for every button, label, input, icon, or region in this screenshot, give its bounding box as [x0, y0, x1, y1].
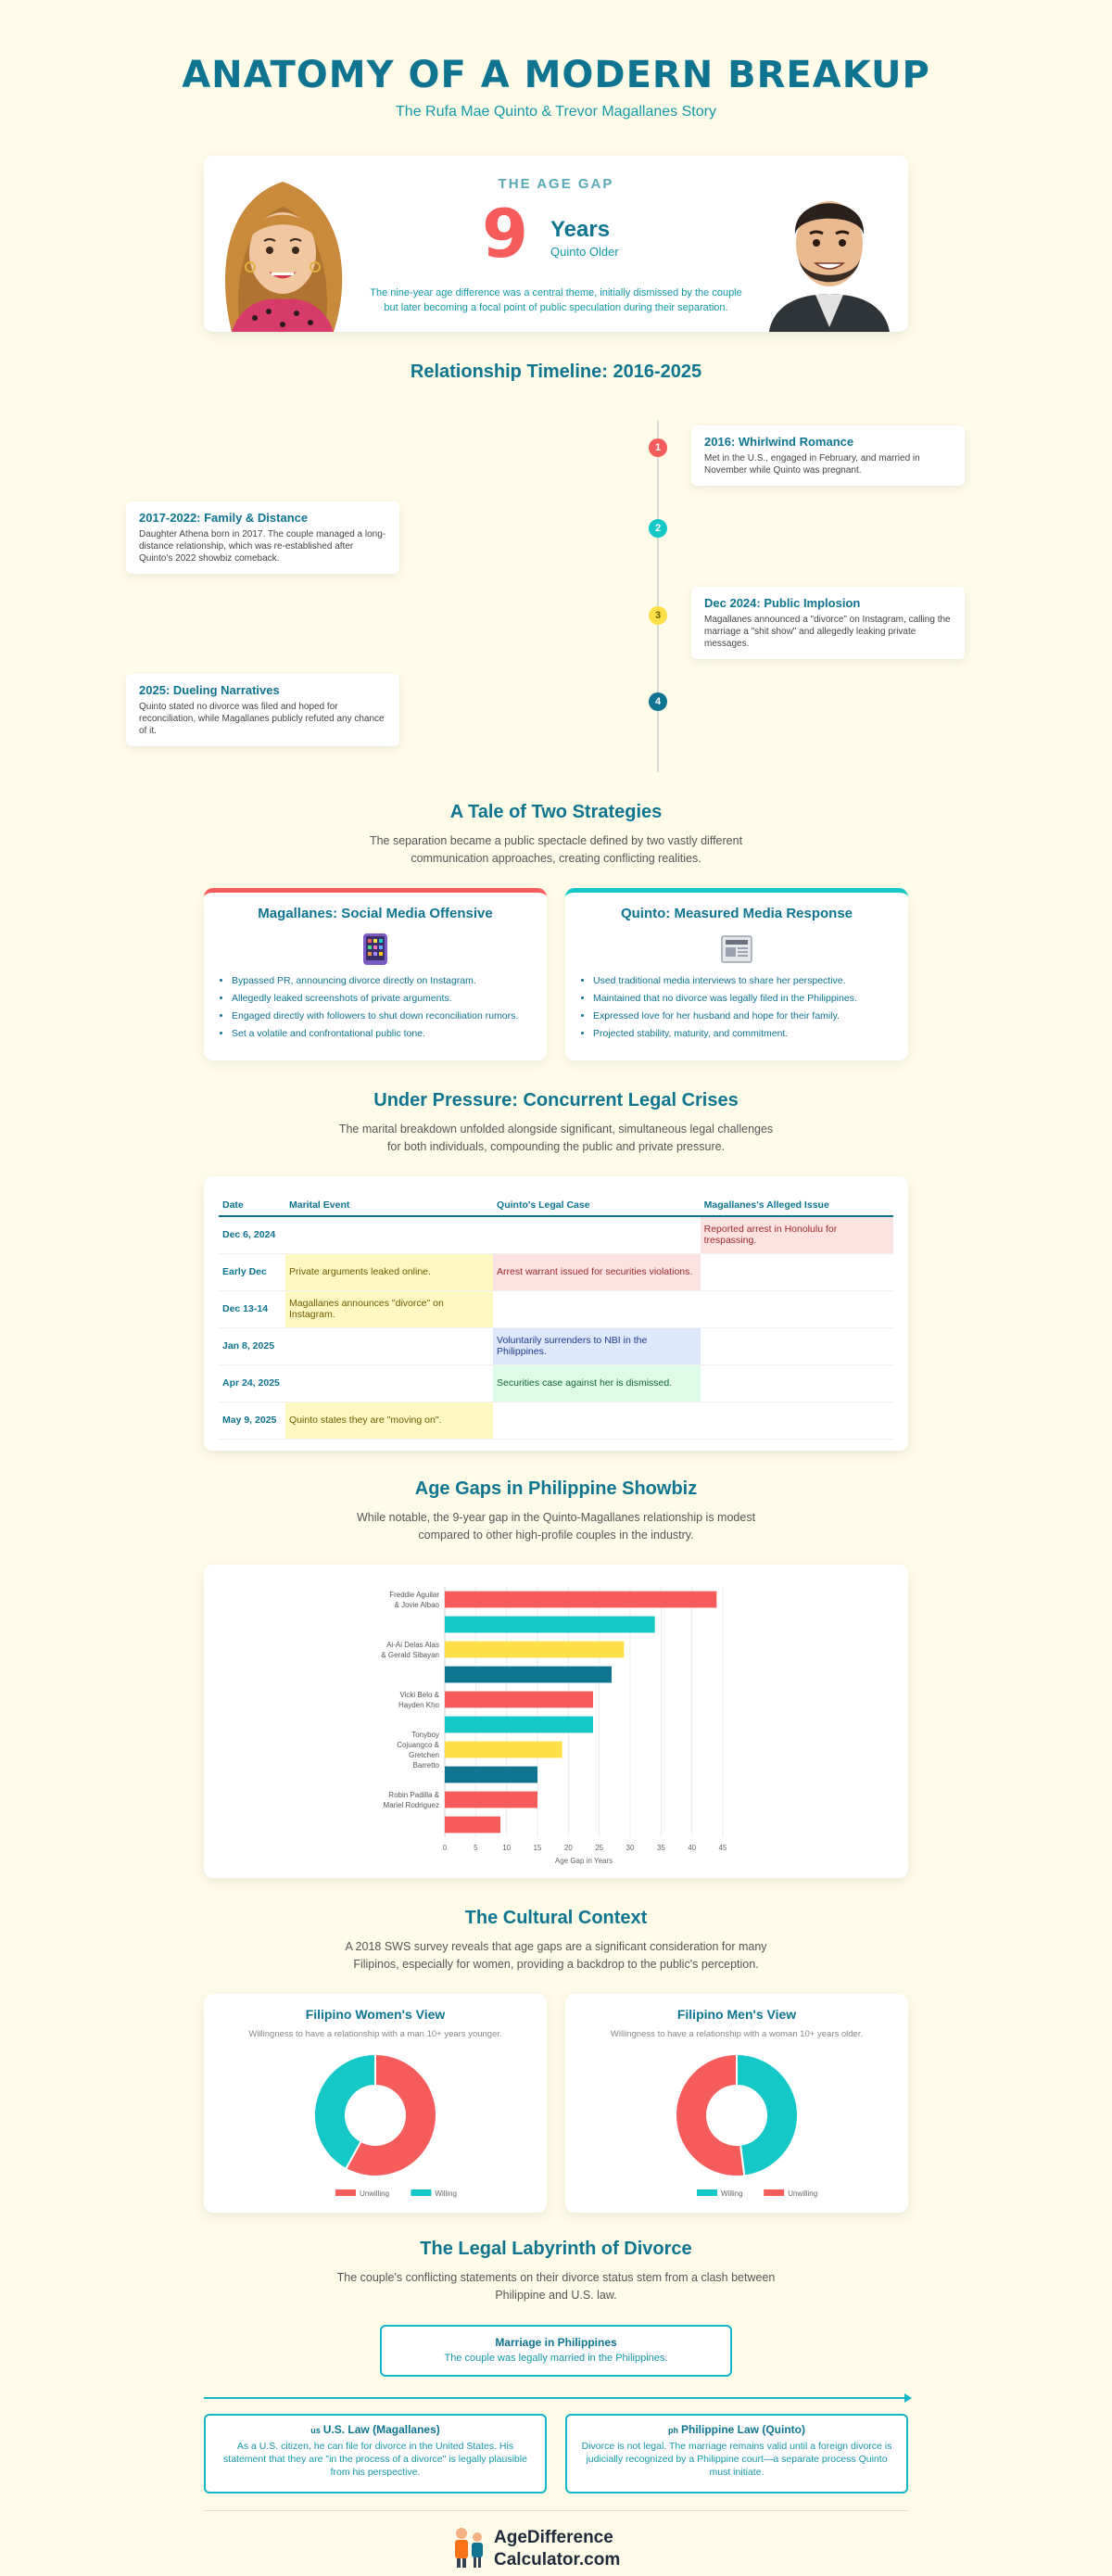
us-law-title: [217, 2423, 534, 2436]
timeline-card-4: [126, 674, 399, 746]
magallanes-strategy-item: • Bypassed PR, announcing divorce directly on Instagram.: [232, 975, 534, 986]
magallanes-strategy-card: [204, 888, 547, 1060]
smartphone-icon: [362, 933, 388, 966]
timeline-card-text: Daughter Athena born in 2017. The couple managed a long-distance relationship, which was re-established after Quinto's 2022 showbiz comeback.: [139, 529, 386, 564]
timeline-card-3: [691, 587, 965, 659]
magallanes-strategy-item: • Set a volatile and confrontational public tone.: [232, 1028, 534, 1039]
legal-description: The marital breakdown unfolded alongside significant, simultaneous legal challenges for both individuals, compounding the public and private pressure.: [338, 1123, 774, 1153]
x-tick-label: 35: [656, 1843, 665, 1852]
timeline-card-text: Quinto stated no divorce was filed and hoped for reconciliation, while Magallanes publicly refuted any chance of it.: [139, 702, 385, 736]
page-subtitle: The Rufa Mae Quinto & Trevor Magallanes Story: [396, 104, 716, 120]
legend-label: Unwilling: [360, 2189, 390, 2198]
y-category-label: Tonyboy Cojuangco & Gretchen Barretto: [397, 1730, 439, 1770]
table-cell-magallanes: [701, 1327, 893, 1364]
table-cell-quinto: Arrest warrant issued for securities violations.: [493, 1253, 701, 1290]
women-view-donut-chart: [217, 2039, 534, 2206]
timeline-dot-2: 2: [649, 519, 667, 538]
timeline-card-title: Dec 2024: Public Implosion: [704, 596, 861, 610]
strategies-description: The separation became a public spectacle defined by two vastly different communication approaches, creating conflicting realities.: [369, 834, 743, 865]
timeline-card-title: 2025: Dueling Narratives: [139, 683, 280, 697]
timeline-card-2: [126, 501, 399, 574]
x-tick-label: 30: [626, 1843, 635, 1852]
legend-swatch: [411, 2189, 431, 2196]
men-view-donut-chart: [578, 2039, 895, 2206]
brand-line-2: Calculator.com: [494, 2549, 621, 2570]
couple-logo-icon: [449, 2524, 488, 2569]
x-tick-label: 5: [474, 1843, 478, 1852]
marriage-box-text: The couple was legally married in the Philippines.: [444, 2352, 668, 2364]
table-header: Quinto's Legal Case: [493, 1195, 701, 1216]
cultural-description: A 2018 SWS survey reveals that age gaps are a significant consideration for many Filipinos, especially for women, providing a backdrop to the public's perception.: [345, 1939, 767, 1971]
marriage-box-title: Marriage in Philippines: [495, 2335, 617, 2349]
timeline-card-text: Met in the U.S., engaged in February, and married in November while Quinto was pregnant.: [704, 453, 920, 476]
labyrinth-title: The Legal Labyrinth of Divorce: [420, 2238, 692, 2259]
x-tick-label: 45: [718, 1843, 727, 1852]
ph-flag-icon: ph: [668, 2425, 678, 2435]
legend-label: Unwilling: [788, 2189, 818, 2198]
table-cell-magallanes: [701, 1364, 893, 1402]
age-gap-unit: Years: [550, 217, 611, 242]
table-cell-quinto: [493, 1290, 701, 1327]
magallanes-strategy-item: • Allegedly leaked screenshots of private arguments.: [232, 993, 534, 1004]
donut-slice: [737, 2054, 798, 2176]
strategies-panels: [204, 888, 908, 1064]
table-row: [219, 1216, 893, 1253]
table-cell-marital: Quinto states they are "moving on".: [285, 1402, 493, 1439]
timeline-card-1: [691, 425, 965, 486]
women-view-subtitle: Willingness to have a relationship with a man 10+ years younger.: [248, 2028, 502, 2039]
us-law-title-text: U.S. Law (Magallanes): [322, 2422, 440, 2436]
page-title: ANATOMY OF A MODERN BREAKUP: [182, 54, 930, 96]
ph-law-text: Divorce is not legal. The marriage remains valid until a foreign divorce is judicially recognized by a Philippine court—a separate process Quinto must initiate.: [581, 2440, 892, 2478]
chart-bar: [445, 1741, 562, 1758]
y-category-label: Freddie Aguilar & Jovie Albao: [389, 1590, 439, 1609]
brand-line-1: AgeDifference: [494, 2527, 613, 2547]
table-row: [219, 1327, 893, 1364]
cultural-title: The Cultural Context: [464, 1907, 648, 1928]
y-category-label: Robin Padilla & Mariel Rodriguez: [383, 1790, 439, 1809]
arrow-right-icon: [904, 2393, 912, 2403]
men-view-card: [565, 1994, 908, 2213]
timeline-dot-4: 4: [649, 692, 667, 711]
age-gap-card: [204, 156, 908, 332]
chart-bar: [445, 1591, 716, 1607]
chart-bar: [445, 1816, 500, 1833]
legend-swatch: [697, 2189, 717, 2196]
labyrinth-description: The couple's conflicting statements on their divorce status stem from a clash between Philippine and U.S. law.: [336, 2270, 776, 2302]
age-gap-number: 9: [482, 195, 529, 273]
age-gap-bar-chart: [204, 1565, 908, 1878]
table-cell-quinto: Voluntarily surrenders to NBI in the Philippines.: [493, 1327, 701, 1364]
chart-bar: [445, 1791, 537, 1808]
legend-swatch: [764, 2189, 784, 2196]
chart-bar: [445, 1616, 655, 1632]
x-tick-label: 20: [563, 1843, 573, 1852]
table-cell-magallanes: Reported arrest in Honolulu for trespassing.: [701, 1216, 893, 1253]
table-cell-quinto: Securities case against her is dismissed.: [493, 1364, 701, 1402]
x-tick-label: 25: [595, 1843, 604, 1852]
marriage-box: [380, 2325, 732, 2377]
legal-table-card: [204, 1176, 908, 1451]
y-category-label: Vicki Belo & Hayden Kho: [398, 1690, 439, 1709]
quinto-strategy-item: • Expressed love for her husband and hope for their family.: [593, 1010, 895, 1022]
quinto-strategy-item: • Maintained that no divorce was legally filed in the Philippines.: [593, 993, 895, 1004]
donut-slice: [676, 2054, 744, 2176]
magallanes-strategy-title: Magallanes: Social Media Offensive: [258, 906, 493, 921]
table-row: [219, 1253, 893, 1290]
chart-bar: [445, 1666, 612, 1682]
ph-law-title: [578, 2423, 895, 2436]
table-cell-magallanes: [701, 1402, 893, 1439]
table-header: Marital Event: [285, 1195, 493, 1216]
flow-arrow-line: [204, 2397, 908, 2399]
table-cell-marital: [285, 1327, 493, 1364]
x-axis-label: Age Gap in Years: [554, 1856, 613, 1865]
age-gap-label: THE AGE GAP: [498, 176, 614, 192]
timeline-dot-1: 1: [649, 438, 667, 457]
age-gap-note: Quinto Older: [550, 245, 619, 259]
showbiz-description: While notable, the 9-year gap in the Quinto-Magallanes relationship is modest compared to other high-profile couples in the industry.: [356, 1510, 756, 1542]
footer-divider: [204, 2510, 908, 2511]
table-cell-date: Apr 24, 2025: [219, 1364, 285, 1402]
age-gap-description: The nine-year age difference was a central theme, initially dismissed by the couple but later becoming a focal point of public speculation during their separation.: [370, 287, 742, 313]
timeline-card-text: Magallanes announced a "divorce" on Instagram, calling the marriage a "shit show" and allegedly leaking private messages.: [704, 615, 951, 649]
table-cell-date: Jan 8, 2025: [219, 1327, 285, 1364]
table-cell-marital: [285, 1216, 493, 1253]
men-view-title: Filipino Men's View: [676, 2006, 797, 2022]
legal-table: [219, 1195, 893, 1440]
men-view-subtitle: Willingness to have a relationship with a woman 10+ years older.: [610, 2028, 864, 2039]
table-row: [219, 1402, 893, 1439]
legal-flow-diagram: [204, 2325, 908, 2510]
quinto-strategy-item: • Projected stability, maturity, and commitment.: [593, 1028, 895, 1039]
women-view-title: Filipino Women's View: [305, 2006, 446, 2022]
quinto-strategy-title: Quinto: Measured Media Response: [620, 906, 853, 921]
table-cell-quinto: [493, 1216, 701, 1253]
x-tick-label: 15: [533, 1843, 542, 1852]
table-cell-date: Early Dec: [219, 1253, 285, 1290]
timeline-card-title: 2016: Whirlwind Romance: [704, 435, 854, 449]
man-illustration: [760, 165, 899, 332]
chart-bar: [445, 1641, 624, 1657]
x-tick-label: 10: [502, 1843, 512, 1852]
strategies-title: A Tale of Two Strategies: [449, 802, 663, 822]
table-cell-date: May 9, 2025: [219, 1402, 285, 1439]
table-header: Date: [219, 1195, 285, 1216]
table-cell-magallanes: [701, 1290, 893, 1327]
legend-label: Willing: [721, 2189, 743, 2198]
chart-bar: [445, 1691, 593, 1707]
legal-title: Under Pressure: Concurrent Legal Crises: [373, 1090, 739, 1110]
timeline-title: Relationship Timeline: 2016-2025: [410, 362, 702, 382]
table-cell-magallanes: [701, 1253, 893, 1290]
chart-bar: [445, 1766, 537, 1783]
table-row: [219, 1364, 893, 1402]
ph-law-title-text: Philippine Law (Quinto): [681, 2422, 805, 2436]
x-tick-label: 0: [442, 1843, 448, 1852]
x-tick-label: 40: [688, 1843, 697, 1852]
newspaper-icon: [720, 933, 753, 966]
table-cell-marital: Private arguments leaked online.: [285, 1253, 493, 1290]
showbiz-title: Age Gaps in Philippine Showbiz: [414, 1478, 698, 1499]
table-cell-marital: [285, 1364, 493, 1402]
quinto-strategy-card: [565, 888, 908, 1060]
legend-swatch: [335, 2189, 356, 2196]
us-law-box: [204, 2414, 547, 2494]
footer-logo[interactable]: [449, 2520, 663, 2576]
timeline: [102, 401, 1010, 772]
showbiz-chart-card: [204, 1565, 908, 1878]
cultural-panels: [204, 1994, 908, 2214]
ph-law-box: [565, 2414, 908, 2494]
table-cell-date: Dec 13-14: [219, 1290, 285, 1327]
table-row: [219, 1290, 893, 1327]
quinto-strategy-item: • Used traditional media interviews to share her perspective.: [593, 975, 895, 986]
chart-bar: [445, 1716, 593, 1732]
legend-label: Willing: [435, 2189, 457, 2198]
table-header: Magallanes's Alleged Issue: [701, 1195, 893, 1216]
table-cell-quinto: [493, 1402, 701, 1439]
timeline-line: [657, 420, 659, 772]
table-cell-date: Dec 6, 2024: [219, 1216, 285, 1253]
table-cell-marital: Magallanes announces "divorce" on Instagram.: [285, 1290, 493, 1327]
timeline-dot-3: 3: [649, 606, 667, 625]
y-category-label: Ai-Ai Delas Alas & Gerald Sibayan: [381, 1640, 439, 1659]
magallanes-strategy-item: • Engaged directly with followers to shut down reconciliation rumors.: [232, 1010, 534, 1022]
timeline-card-title: 2017-2022: Family & Distance: [139, 511, 309, 525]
women-view-card: [204, 1994, 547, 2213]
us-flag-icon: us: [310, 2425, 321, 2435]
us-law-text: As a U.S. citizen, he can file for divorce in the United States. His statement that they are "in the process of a divorce" is legally plausible from his perspective.: [223, 2440, 527, 2478]
